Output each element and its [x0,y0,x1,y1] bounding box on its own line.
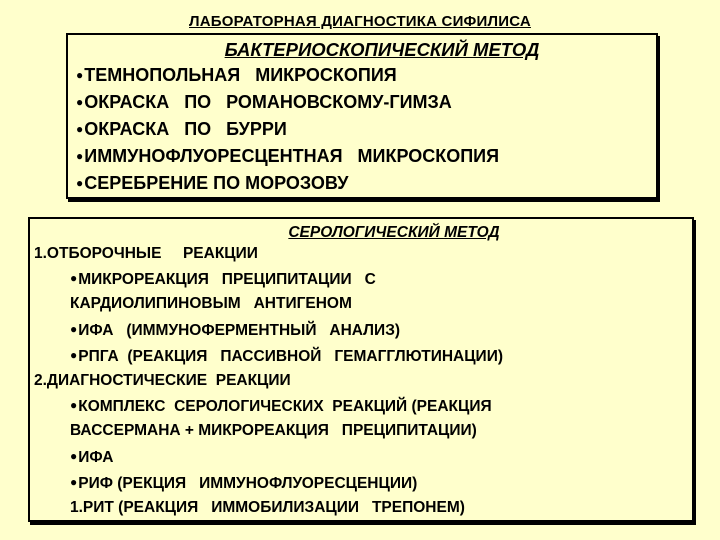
list-item: ●ОКРАСКА ПО БУРРИ [76,116,656,143]
list-item: ●КОМПЛЕКС СЕРОЛОГИЧЕСКИХ РЕАКЦИЙ (РЕАКЦИЯ [30,393,692,419]
list-item: ●ТЕМНОПОЛЬНАЯ МИКРОСКОПИЯ [76,62,656,89]
bullet-icon: ● [76,122,84,136]
page-title: ЛАБОРАТОРНАЯ ДИАГНОСТИКА СИФИЛИСА [189,13,531,30]
list-item-continuation: ВАССЕРМАНА + МИКРОРЕАКЦИЯ ПРЕЦИПИТАЦИИ) [70,422,477,440]
bacterioscopic-method-box [66,33,658,199]
bullet-icon: ● [70,321,78,336]
list-item: 1.РИТ (РЕАКЦИЯ ИММОБИЛИЗАЦИИ ТРЕПОНЕМ) [70,499,465,517]
bullet-icon: ● [70,398,78,413]
list-item: ●СЕРЕБРЕНИЕ ПО МОРОЗОВУ [76,170,656,197]
list-item: ●ИММУНОФЛУОРЕСЦЕНТНАЯ МИКРОСКОПИЯ [76,143,656,170]
bullet-icon: ● [70,271,78,286]
list-item: ●ИФА [30,444,692,470]
bacterioscopic-list [68,62,656,197]
bullet-icon: ● [70,448,78,463]
serologic-method-box [28,217,694,522]
bullet-icon: ● [76,176,84,190]
screening-reactions-title: 1.ОТБОРОЧНЫЕ РЕАКЦИИ [34,245,258,262]
bullet-icon: ● [70,347,78,362]
bullet-icon: ● [76,95,84,109]
bullet-icon: ● [76,149,84,163]
list-item: ●РПГА (РЕАКЦИЯ ПАССИВНОЙ ГЕМАГГЛЮТИНАЦИИ) [30,343,692,369]
list-item-continuation: КАРДИОЛИПИНОВЫМ АНТИГЕНОМ [70,295,352,313]
serologic-heading: СЕРОЛОГИЧЕСКИЙ МЕТОД [288,224,500,241]
diagnostic-reactions-title: 2.ДИАГНОСТИЧЕСКИЕ РЕАКЦИИ [34,372,291,390]
list-item: ●ИФА (ИММУНОФЕРМЕНТНЫЙ АНАЛИЗ) [30,317,692,343]
bacterioscopic-heading: БАКТЕРИОСКОПИЧЕСКИЙ МЕТОД [224,39,540,60]
list-item: ●РИФ (РЕКЦИЯ ИММУНОФЛУОРЕСЦЕНЦИИ) [30,470,692,496]
bullet-icon: ● [70,474,78,489]
list-item: ●ОКРАСКА ПО РОМАНОВСКОМУ-ГИМЗА [76,89,656,116]
bullet-icon: ● [76,68,84,82]
list-item: ●МИКРОРЕАКЦИЯ ПРЕЦИПИТАЦИИ С [30,266,692,292]
